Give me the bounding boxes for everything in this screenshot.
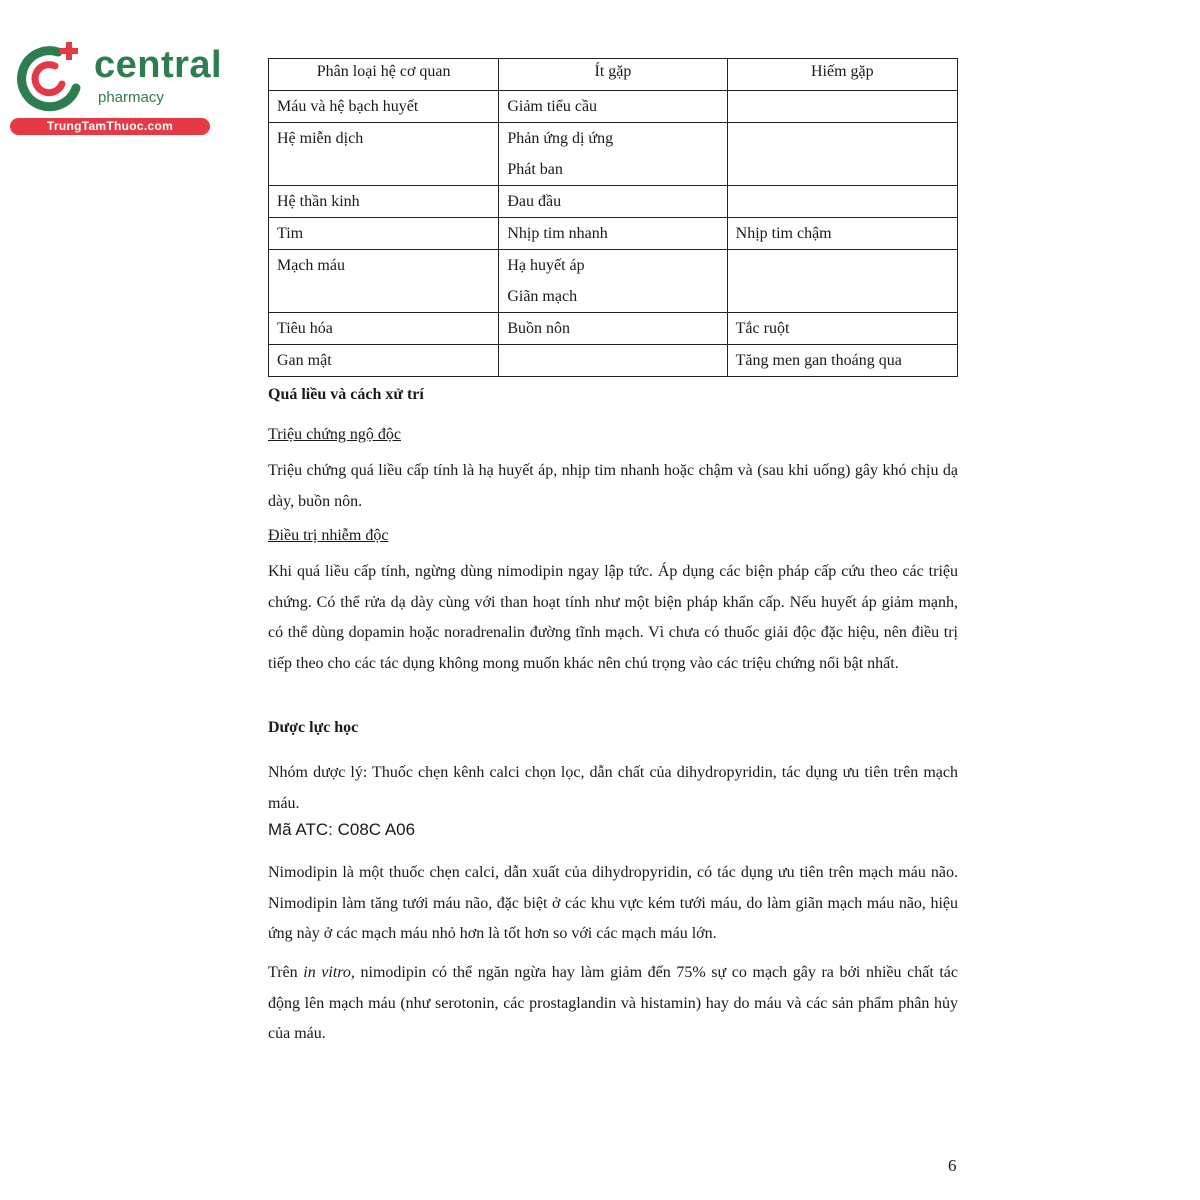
logo-brand: central <box>94 44 223 86</box>
symptoms-title: Triệu chứng ngộ độc <box>268 426 401 443</box>
atc-code: Mã ATC: C08C A06 <box>268 820 416 839</box>
cell-text: Tăng men gan thoáng qua <box>735 352 902 369</box>
cell-text: Giảm tiểu cầu <box>507 98 598 115</box>
cell-rare <box>727 250 957 313</box>
pharmacodynamics-para1: Nimodipin là một thuốc chẹn calci, dẫn xuất của dihydropyridin, có tác dụng ưu tiên trên mạch máu não. Nimodipin làm tăng tưới máu não, đặc biệt ở các khu vực kém tưới máu, do làm giãn mạch máu não, hiệu ứng này ở các mạch máu nhỏ hơn là tốt hơn so với các mạch máu lớn. <box>268 864 958 942</box>
cell-uncommon <box>499 218 727 250</box>
logo-subtitle: pharmacy <box>98 89 164 106</box>
table-row <box>269 123 958 186</box>
table-row <box>269 250 958 313</box>
cell-system: Hệ miễn dịch <box>269 123 499 186</box>
cell-rare <box>727 91 957 123</box>
overdose-heading: Quá liều và cách xử trí <box>268 386 424 403</box>
cell-system: Tiêu hóa <box>269 313 499 345</box>
pharmacy-logo <box>10 36 223 136</box>
cell-system: Máu và hệ bạch huyết <box>269 91 499 123</box>
table-row <box>269 218 958 250</box>
cell-rare <box>727 123 957 186</box>
central-logo-icon <box>10 36 90 116</box>
para2-rest: nimodipin có thể ngăn ngừa hay làm giảm đến 75% sự co mạch gây ra bởi nhiều chất tác động lên mạch máu (như serotonin, các prostaglandin và histamin) hay do máu và các sản phẩm phân hủy của máu. <box>268 964 959 1042</box>
cell-text: Phản ứng dị ứng <box>507 130 614 147</box>
table-row <box>269 91 958 123</box>
cell-text: Buồn nôn <box>507 320 570 337</box>
header-uncommon: Ít gặp <box>499 59 727 91</box>
cell-text: Phát ban <box>507 161 563 178</box>
cell-text: Hạ huyết áp <box>507 257 585 274</box>
treatment-text: Khi quá liều cấp tính, ngừng dùng nimodipin ngay lập tức. Áp dụng các biện pháp cấp cứu theo các triệu chứng. Có thể rửa dạ dày cùng với than hoạt tính như một biện pháp khẩn cấp. Nếu huyết áp giảm mạnh, có thể dùng dopamin hoặc noradrenalin đường tĩnh mạch. Vì chưa có thuốc giải độc đặc hiệu, nên điều trị tiếp theo cho các tác dụng không mong muốn khác nên chú trọng vào các triệu chứng nổi bật nhất. <box>268 563 958 672</box>
cell-uncommon <box>499 123 727 186</box>
cell-system: Mạch máu <box>269 250 499 313</box>
cell-rare <box>727 186 957 218</box>
page-number: 6 <box>948 1156 957 1175</box>
cell-rare <box>727 218 957 250</box>
cell-rare <box>727 313 957 345</box>
table-row <box>269 345 958 377</box>
table-header-row <box>269 59 958 91</box>
treatment-title: Điều trị nhiễm độc <box>268 527 389 544</box>
header-rare: Hiếm gặp <box>727 59 957 91</box>
cell-uncommon <box>499 91 727 123</box>
cell-uncommon <box>499 313 727 345</box>
cell-system: Hệ thần kinh <box>269 186 499 218</box>
adverse-effects-table <box>268 58 958 377</box>
logo-url-badge: TrungTamThuoc.com <box>10 118 210 135</box>
cell-text: Tắc ruột <box>735 320 790 337</box>
table-row <box>269 313 958 345</box>
cell-uncommon <box>499 345 727 377</box>
cell-text: Đau đầu <box>507 193 562 210</box>
cell-uncommon <box>499 250 727 313</box>
table-row <box>269 186 958 218</box>
header-system: Phân loại hệ cơ quan <box>269 59 499 91</box>
cell-text: Giãn mạch <box>507 288 578 305</box>
cell-system: Tim <box>269 218 499 250</box>
cell-text: Nhịp tim nhanh <box>507 225 608 242</box>
pharmacodynamics-para2 <box>268 958 958 1050</box>
para2-italic: in vitro, <box>303 964 355 981</box>
cell-text: Nhịp tim chậm <box>735 225 832 242</box>
cell-rare <box>727 345 957 377</box>
cell-system: Gan mật <box>269 345 499 377</box>
pharmacodynamics-heading: Dược lực học <box>268 719 359 736</box>
symptoms-text: Triệu chứng quá liều cấp tính là hạ huyết áp, nhịp tim nhanh hoặc chậm và (sau khi uống) gây khó chịu dạ dày, buồn nôn. <box>268 462 958 510</box>
pharmacology-group-text: Nhóm dược lý: Thuốc chẹn kênh calci chọn lọc, dẫn chất của dihydropyridin, tác dụng ưu tiên trên mạch máu. <box>268 764 958 812</box>
cell-uncommon <box>499 186 727 218</box>
para2-prefix: Trên <box>268 964 304 981</box>
